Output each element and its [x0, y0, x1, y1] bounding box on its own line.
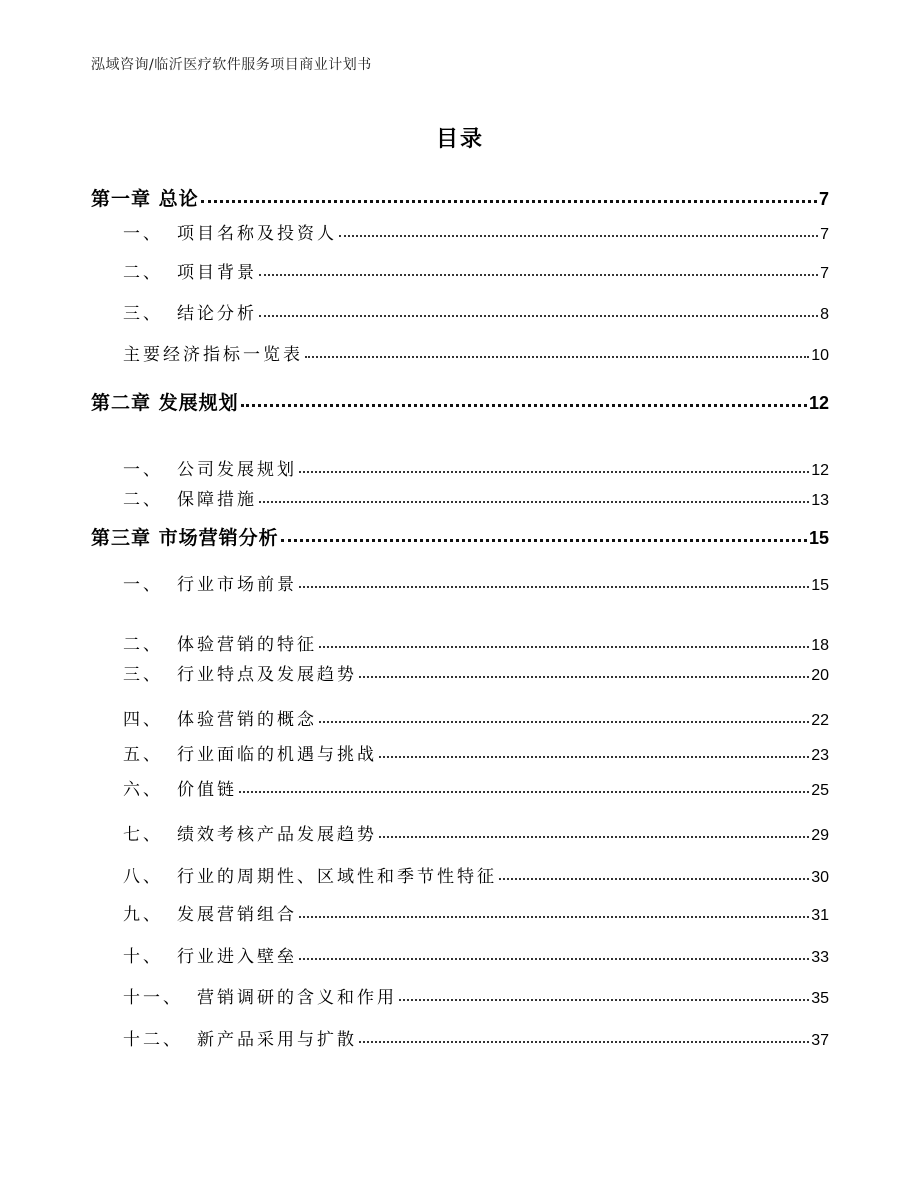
toc-entry-label [123, 340, 303, 365]
toc-entry-label [123, 900, 297, 925]
toc-dot-leader [499, 874, 809, 880]
toc-section-entry[interactable] [91, 942, 829, 967]
toc-dot-leader [299, 467, 809, 473]
toc-dot-leader [359, 1037, 809, 1043]
toc-page-number: 20 [811, 667, 829, 684]
toc-section-entry[interactable] [91, 455, 829, 480]
toc-entry-title: 第二章 发展规划 [91, 392, 239, 414]
toc-page-number: 12 [808, 393, 829, 413]
toc-entry-title: 行业市场前景 [177, 575, 297, 595]
toc-section-entry[interactable] [91, 900, 829, 925]
toc-section-entry[interactable] [91, 740, 829, 765]
toc-entry-title: 行业面临的机遇与挑战 [177, 745, 377, 765]
toc-entry-label [123, 1025, 357, 1050]
toc-chapter-entry[interactable] [91, 523, 829, 550]
toc-entry-title: 主要经济指标一览表 [123, 345, 303, 365]
toc-section-entry[interactable] [91, 219, 829, 244]
toc-section-entry[interactable] [91, 1025, 829, 1050]
toc-page-number: 25 [811, 782, 829, 799]
toc-entry-number: 十一、 [123, 988, 183, 1008]
toc-page-number: 29 [811, 827, 829, 844]
toc-page-number: 31 [811, 907, 829, 924]
toc-entry-label [123, 862, 497, 887]
toc-entry-label [123, 983, 397, 1008]
toc-entry-number: 四、 [123, 710, 163, 730]
toc-page-number: 37 [811, 1032, 829, 1049]
toc-section-entry[interactable] [91, 258, 829, 283]
toc-entry-label [123, 219, 337, 244]
toc-dot-leader [299, 954, 809, 960]
toc-entry-number: 九、 [123, 905, 163, 925]
toc-dot-leader [259, 270, 818, 276]
toc-entry-title: 第三章 市场营销分析 [91, 527, 279, 549]
toc-entry-number: 三、 [123, 665, 163, 685]
toc-entry-number: 一、 [123, 224, 163, 244]
toc-entry-number: 二、 [123, 490, 163, 510]
toc-entry-title: 第一章 总论 [91, 188, 199, 210]
toc-dot-leader [305, 352, 809, 358]
toc-section-entry[interactable] [91, 630, 829, 655]
toc-entry-title: 发展营销组合 [177, 905, 297, 925]
toc-dot-leader [259, 311, 818, 317]
toc-page-number: 7 [818, 189, 829, 209]
toc-page-number: 33 [811, 949, 829, 966]
toc-page-number: 18 [811, 637, 829, 654]
toc-entry-title: 项目背景 [177, 263, 257, 283]
toc-page-number: 35 [811, 990, 829, 1007]
toc-dot-leader [241, 400, 807, 407]
toc-section-entry[interactable] [91, 340, 829, 365]
toc-section-entry[interactable] [91, 570, 829, 595]
toc-dot-leader [299, 582, 809, 588]
toc-entry-number: 八、 [123, 867, 163, 887]
toc-dot-leader [379, 832, 809, 838]
toc-entry-label [123, 570, 297, 595]
toc-chapter-entry[interactable] [91, 184, 829, 211]
toc-chapter-entry[interactable] [91, 388, 829, 415]
toc-dot-leader [201, 196, 817, 203]
toc-entry-number: 五、 [123, 745, 163, 765]
toc-entry-title: 结论分析 [177, 304, 257, 324]
toc-entry-title: 营销调研的含义和作用 [197, 988, 397, 1008]
toc-entry-label [123, 775, 237, 800]
toc-page-number: 12 [811, 462, 829, 479]
toc-dot-leader [299, 912, 809, 918]
toc-dot-leader [399, 995, 809, 1001]
toc-entry-title: 绩效考核产品发展趋势 [177, 825, 377, 845]
toc-entry-label [123, 258, 257, 283]
toc-entry-label [123, 660, 357, 685]
toc-entry-title: 公司发展规划 [177, 460, 297, 480]
toc-entry-label [91, 388, 239, 415]
toc-entry-number: 二、 [123, 263, 163, 283]
running-header: 泓域咨询/临沂医疗软件服务项目商业计划书 [91, 57, 372, 73]
toc-section-entry[interactable] [91, 820, 829, 845]
toc-entry-number: 二、 [123, 635, 163, 655]
toc-entry-number: 七、 [123, 825, 163, 845]
toc-dot-leader [379, 752, 809, 758]
toc-dot-leader [239, 787, 809, 793]
toc-entry-number: 十、 [123, 947, 163, 967]
toc-entry-title: 体验营销的特征 [177, 635, 317, 655]
toc-section-entry[interactable] [91, 705, 829, 730]
toc-entry-label [123, 485, 257, 510]
toc-section-entry[interactable] [91, 660, 829, 685]
toc-entry-title: 体验营销的概念 [177, 710, 317, 730]
toc-page-number: 10 [811, 347, 829, 364]
toc-dot-leader [319, 642, 809, 648]
toc-page-number: 7 [820, 226, 829, 243]
toc-page-number: 30 [811, 869, 829, 886]
toc-entry-label [91, 523, 279, 550]
toc-section-entry[interactable] [91, 299, 829, 324]
toc-entry-title: 新产品采用与扩散 [197, 1030, 357, 1050]
toc-entry-title: 项目名称及投资人 [177, 224, 337, 244]
toc-entry-title: 行业进入壁垒 [177, 947, 297, 967]
toc-entry-number: 三、 [123, 304, 163, 324]
toc-page-number: 7 [820, 265, 829, 282]
toc-dot-leader [281, 535, 807, 542]
toc-page-number: 15 [811, 577, 829, 594]
toc-entry-label [123, 299, 257, 324]
toc-dot-leader [259, 497, 809, 503]
toc-entry-number: 一、 [123, 460, 163, 480]
toc-entry-label [123, 820, 377, 845]
toc-page-number: 23 [811, 747, 829, 764]
toc-section-entry[interactable] [91, 775, 829, 800]
toc-dot-leader [319, 717, 809, 723]
toc-entry-title: 行业的周期性、区域性和季节性特征 [177, 867, 497, 887]
toc-dot-leader [339, 231, 818, 237]
toc-section-entry[interactable] [91, 862, 829, 887]
toc-entry-number: 六、 [123, 780, 163, 800]
toc-entry-label [123, 740, 377, 765]
toc-entry-title: 行业特点及发展趋势 [177, 665, 357, 685]
page-title: 目录 [435, 127, 484, 152]
toc-page-number: 22 [811, 712, 829, 729]
toc-entry-label [123, 705, 317, 730]
toc-entry-label [123, 630, 317, 655]
toc-entry-title: 保障措施 [177, 490, 257, 510]
toc-entry-number: 十二、 [123, 1030, 183, 1050]
toc-entry-label [91, 184, 199, 211]
toc-entry-label [123, 942, 297, 967]
toc-section-entry[interactable] [91, 983, 829, 1008]
toc-dot-leader [359, 672, 809, 678]
toc-page-number: 15 [808, 528, 829, 548]
toc-page-number: 13 [811, 492, 829, 509]
toc-section-entry[interactable] [91, 485, 829, 510]
toc-entry-label [123, 455, 297, 480]
toc-entry-number: 一、 [123, 575, 163, 595]
toc-entry-title: 价值链 [177, 780, 237, 800]
toc-page-number: 8 [820, 306, 829, 323]
